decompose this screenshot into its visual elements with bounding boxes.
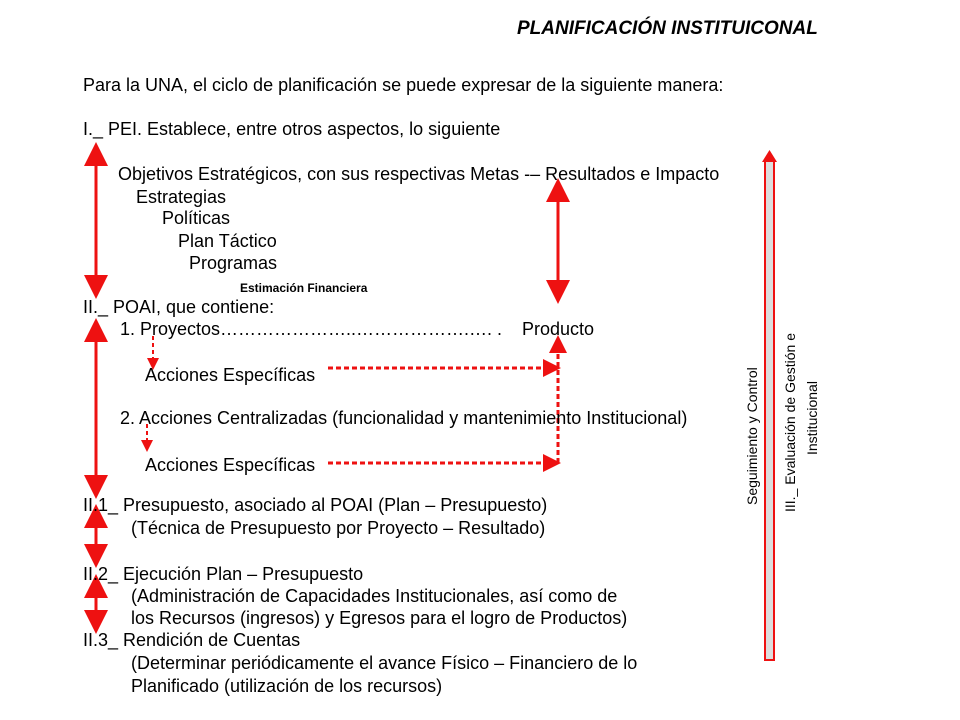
ejecucion-heading: II.2_ Ejecución Plan – Presupuesto [83,564,364,584]
poai-acciones-centralizadas: 2. Acciones Centralizadas (funcionalidad y mantenimiento Institucional) [120,408,688,428]
pei-objetivos: Objetivos Estratégicos, con sus respectivas Metas -– Resultados e Impacto [118,164,720,184]
intro-text: Para la UNA, el ciclo de planificación se puede expresar de la siguiente manera: [83,75,724,95]
poai-proyectos: 1. Proyectos…………………..……………….…. . [120,319,503,339]
page-title: PLANIFICACIÓN INSTITUICONAL [517,18,818,39]
pei-item-plan-tactico: Plan Táctico [178,231,277,251]
poai-producto: Producto [522,319,595,339]
evaluation-bar [765,160,774,660]
pei-item-programas: Programas [189,253,278,273]
estimacion-financiera-label: Estimación Financiera [240,281,368,295]
pei-heading: I._ PEI. Establece, entre otros aspectos, lo siguiente [83,119,501,139]
ejecucion-detail-1: (Administración de Capacidades Institucionales, así como de [131,586,618,606]
presupuesto-heading: II.1_ Presupuesto, asociado al POAI (Plan – Presupuesto) [83,495,548,515]
evaluacion-gestion-label: III._ Evaluación de Gestión e [782,333,798,512]
pei-item-estrategias: Estrategias [136,187,227,207]
pei-item-politicas: Políticas [162,208,231,228]
ejecucion-detail-2: los Recursos (ingresos) y Egresos para el logro de Productos) [131,608,628,628]
poai-acciones-especificas-2: Acciones Específicas [145,455,316,475]
poai-heading: II._ POAI, que contiene: [83,297,275,317]
rendicion-detail-1: (Determinar periódicamente el avance Físico – Financiero de lo [131,653,638,673]
rendicion-detail-2: Planificado (utilización de los recursos) [131,676,443,696]
poai-acciones-especificas-1: Acciones Específicas [145,365,316,385]
seguimiento-control-label: Seguimiento y Control [744,367,760,505]
evaluacion-institucional-label: Institucional [804,381,820,455]
evaluation-bar-top [762,150,777,162]
rendicion-heading: II.3_ Rendición de Cuentas [83,630,301,650]
presupuesto-detail: (Técnica de Presupuesto por Proyecto – Resultado) [131,518,546,538]
